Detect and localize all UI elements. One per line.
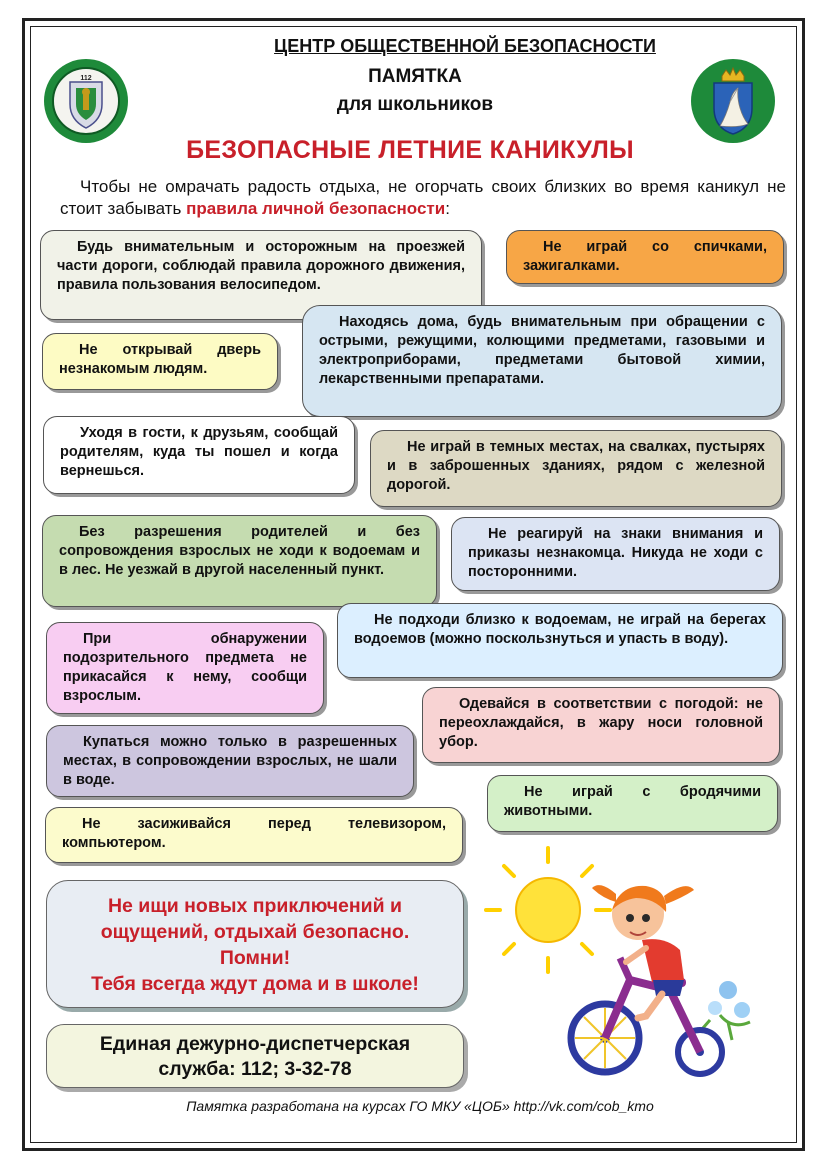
rule-dress-for-weather — [422, 687, 780, 763]
rule-text: Не засиживайся перед телевизором, компьютером. — [62, 816, 446, 851]
rule-text: Не играй со спичками, зажигалками. — [523, 239, 767, 274]
rule-text: Одевайся в соответствии с погодой: не переохлаждайся, в жару носи головной убор. — [439, 696, 763, 750]
rule-dangerous-places — [370, 430, 782, 507]
rule-suspicious-object — [46, 622, 324, 714]
rule-text: Не играй с бродячими животными. — [504, 784, 761, 819]
intro-text: Чтобы не омрачать радость отдыха, не огорчать своих близких во время каникул не стоит забывать — [60, 177, 786, 218]
police-emblem-icon — [43, 58, 129, 144]
final-message — [46, 880, 464, 1008]
rule-home-safety — [302, 305, 782, 417]
rule-text: Будь внимательным и осторожным на проезжей части дороги, соблюдай правила дорожного движения, правила пользования велосипедом. — [57, 239, 465, 293]
final-line-2: ощущений, отдыхай безопасно. — [100, 921, 410, 943]
hotline-numbers: служба: 112; 3-32-78 — [158, 1058, 352, 1080]
rule-swimming — [46, 725, 414, 797]
rule-ignore-strangers — [451, 517, 780, 591]
girl-on-tricycle-illustration — [470, 840, 770, 1090]
coat-of-arms-icon — [690, 58, 776, 144]
rule-text: Не реагируй на знаки внимания и приказы незнакомца. Никуда не ходи с посторонними. — [468, 526, 763, 580]
rule-tell-parents — [43, 416, 355, 494]
rule-text: Не подходи близко к водоемам, не играй на берегах водоемов (можно поскользнуться и упасть в воду). — [354, 612, 766, 647]
final-line-4: Тебя всегда ждут дома и в школе! — [91, 973, 419, 995]
girl-icon — [592, 885, 694, 1018]
intro-end: : — [445, 199, 450, 218]
memo-label: ПАМЯТКА — [368, 66, 462, 87]
page-title: БЕЗОПАСНЫЕ ЛЕТНИЕ КАНИКУЛЫ — [186, 136, 634, 164]
hotline-service-name: Единая дежурно-диспетчерская — [99, 1033, 411, 1055]
rule-no-water-forest-alone — [42, 515, 437, 607]
rule-strangers-door — [42, 333, 278, 390]
rule-text: Не открывай дверь незнакомым людям. — [59, 342, 261, 377]
memo-audience: для школьников — [336, 94, 494, 115]
rule-stray-animals — [487, 775, 778, 832]
footer-credit: Памятка разработана на курсах ГО МКУ «ЦОБ» http://vk.com/cob_kmo — [186, 1098, 654, 1114]
rule-text: Находясь дома, будь внимательным при обращении с острыми, режущими, колющими предметами, газовыми и электроприборами, предметами бытовой химии, лекарственными препаратами. — [319, 314, 765, 387]
rule-text: Купаться можно только в разрешенных местах, в сопровождении взрослых, не шали в воде. — [63, 734, 397, 788]
final-line-1: Не ищи новых приключений и — [107, 895, 403, 917]
intro-highlight: правила личной безопасности — [186, 199, 446, 218]
rule-matches — [506, 230, 784, 284]
rule-text: Не играй в темных местах, на свалках, пустырях и в заброшенных зданиях, рядом с железной дорогой. — [387, 439, 765, 493]
rule-text: Без разрешения родителей и без сопровождения взрослых не ходи к водоемам и в лес. Не уезжай в другой населенный пункт. — [59, 524, 420, 578]
intro-paragraph — [60, 176, 786, 220]
rule-text: При обнаружении подозрительного предмета не прикасайся к нему, сообщи взрослым. — [63, 631, 307, 704]
final-line-3: Помни! — [219, 947, 291, 969]
rule-text: Уходя в гости, к друзьям, сообщай родителям, куда ты пошел и когда вернешься. — [60, 425, 338, 479]
rule-water-banks — [337, 603, 783, 678]
emblem-number-label: 112 — [80, 75, 92, 82]
rule-screen-time — [45, 807, 463, 863]
organization-name: ЦЕНТР ОБЩЕСТВЕННОЙ БЕЗОПАСНОСТИ — [274, 36, 656, 56]
hotline-box — [46, 1024, 464, 1088]
sun-icon — [486, 848, 610, 972]
